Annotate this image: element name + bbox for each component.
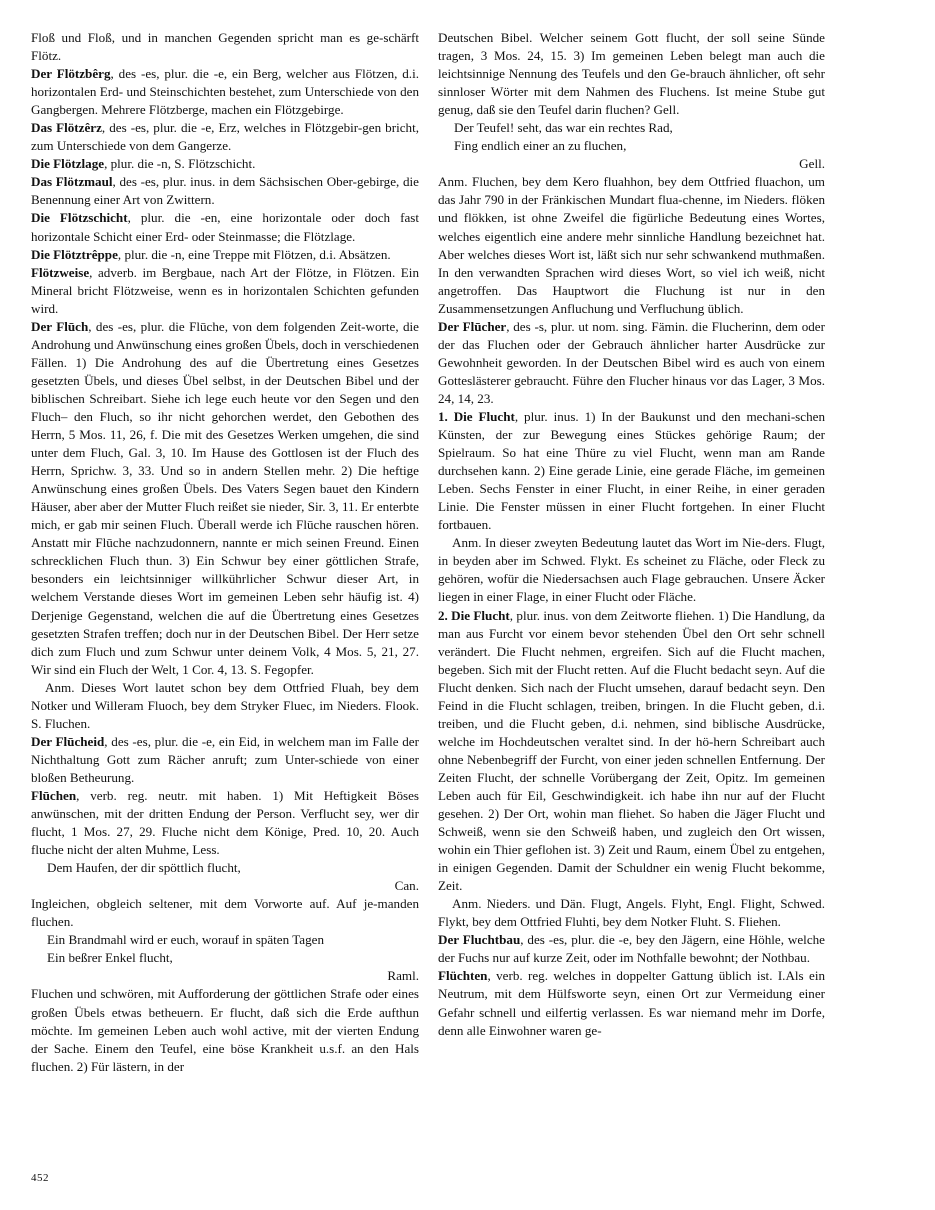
entry-text: , verb. reg. welches in doppelter Gattung üblich ist. I.Als ein Neutrum, mit dem Hülfsworte seyn, einen Ort zur Vermeidung einer Gefahr schnell und eilfertig verlassen. Es war niemand mehr im Dorfe, denn alle Einwohner waren ge- <box>438 968 825 1038</box>
dictionary-entry <box>31 733 419 787</box>
entry-text: , plur. inus. 1) In der Baukunst und den mechani-schen Künsten, der zur Bewegung eines Stückes gehörige Raum; der Spielraum. So hat eine Thüre zu viel Flucht, wenn man am Rande durchsehen kann. 2) Eine gerade Linie, eine gerade Fläche, im gemeinen Leben. Sechs Fenster in einer Flucht, in einer Reihe, in einer geraden Linie. Die Fenster müssen in einer Flucht fortgehen. In einer Flucht fortbauen. <box>438 408 825 533</box>
entry-text: , des -s, plur. ut nom. sing. Fämin. die Flucherinn, dem oder der das Fluchen oder der Gebrauch ähnlicher harter Ausdrücke zur Gewohnheit geworden. In der Deutschen Bibel wird es auch von einem Gotteslästerer gebraucht. Führe den Flucher hinaus vor das Lager, 3 Mos. 24, 14, 23. <box>438 318 825 406</box>
entry-headword: Die Flötzschicht <box>31 210 128 226</box>
quote-attribution: Raml. <box>387 968 419 984</box>
verse-line: Ein beßrer Enkel flucht, <box>47 950 173 966</box>
entry-headword: Der Flūcher <box>438 318 507 334</box>
paragraph: Floß und Floß, und in manchen Gegenden spricht man es ge-schärft Flötz. <box>31 30 419 64</box>
verse-line: Fing endlich einer an zu fluchen, <box>454 138 627 154</box>
dictionary-entry <box>438 931 825 967</box>
entry-text: , plur. inus. von dem Zeitworte fliehen. 1) Die Handlung, da man aus Furcht vor einem bevor stehenden Übel den Ort sehr schnell verändert. Die Flucht nehmen, ergreifen. Sich auf die Flucht machen, begeben. Sich mit der Flucht retten. Auf die Flucht bedacht seyn. Auf die Flucht denken. Sich nach der Flucht umsehen, darauf bedacht seyn. Den Feind in die Flucht schlagen, treiben, bringen. In die Flucht geben, d.i. treiben, und die Flucht geben, d.i. nehmen, sind biblische Ausdrücke, welche im Hochdeutschen veraltet sind. In der hö-hern Schreibart auch ohne Nebenbegriff der Furcht, von einer jeden schnellen Entfernung. Der Zeiten Flucht, der schnelle Vorübergang der Zeit, Opitz. Im gemeinen Leben auch für Eil, Geschwindigkeit. ich habe ihn nur auf der Flucht gesehen. 2) Der Ort, wohin man fliehet. So haben die Jäger Flucht und Schweiß, wenn sie den Schweiß haben, und zugleich den Ort wissen, wohin ein Thier geflohen ist. 3) Zeit und Raum, einem Übel zu entgehen, in einigen Gegenden. Damit der Schuldner ein wenig Flucht bekomme, Zeit. <box>438 607 825 894</box>
annotation-paragraph: Anm. In dieser zweyten Bedeutung lautet das Wort im Nie-ders. Flugt, in beyden aber im Schwed. Flykt. Es scheinet zu Fläche, oder Fleck zu gehören, wofür die Niedersachsen auch Flage gebrauchen. Unsere Äcker liegen in einer Flage, in einer Flucht oder Fläche. <box>438 535 825 605</box>
paragraph: Anm. Fluchen, bey dem Kero fluahhon, bey dem Ottfried fluachon, um das Jahr 790 in der Fränkischen Mundart flua-chenne, im Nieders. flöken und flökken, ist ohne Zweifel die figürliche Bedeutung eines Wortes, welches eigentlich eine andere mehr sinnliche Handlung bezeichnet hat. Aber welches dieses Wort ist, läßt sich nur sehr schwankend muthmaßen. In den verwandten Sprachen wird dieses Wort, so viel ich weiß, nicht angetroffen. Das Hauptwort die Fluchung ist nur in den Zusammensetzungen Anfluchung und Verfluchung üblich. <box>438 174 825 316</box>
entry-headword: Der Fluchtbau <box>438 932 521 948</box>
quote-attribution: Gell. <box>799 156 825 172</box>
dictionary-entry <box>438 607 825 896</box>
entry-headword: Die Flötztrêppe <box>31 246 118 262</box>
entry-headword: Der Flūch <box>31 318 89 334</box>
page-number: 452 <box>31 1172 49 1184</box>
entry-text: , plur. die -n, S. Flötzschicht. <box>104 156 256 172</box>
entry-headword: Das Flötzmaul <box>31 174 113 190</box>
left-column <box>31 29 419 1076</box>
entry-headword: Das Flötzêrz <box>31 120 102 136</box>
dictionary-entry <box>31 318 419 679</box>
entry-headword: Flötzweise <box>31 264 90 280</box>
entry-text: , adverb. im Bergbaue, nach Art der Flötze, in Flötzen. Ein Mineral bricht Flötzweise, wenn es in horizontalen Schichten gefunden wird. <box>31 264 419 316</box>
dictionary-entry <box>31 264 419 318</box>
entry-headword: Flüchten <box>438 968 488 984</box>
paragraph: Fluchen und schwören, mit Aufforderung der göttlichen Strafe oder eines großen Übels etwas betheuern. Er flucht, daß sich die Erde aufthun möchte. Im gemeinen Leben auch wohl active, mit der vierten Endung der Sache. Einem den Teufel, eine böse Krankheit u.s.f. an den Hals fluchen. 2) Für lästern, in der <box>31 986 419 1074</box>
entry-text: , des -es, plur. die -e, bey den Jägern, eine Höhle, welche der Fuchs nur auf kurze Zeit, oder im Nothfalle bewohnt; der Nothbau. <box>438 932 825 966</box>
dictionary-entry <box>438 408 825 534</box>
entry-text: , des -es, plur. die -e, ein Eid, in welchem man im Falle der Nichthaltung Gott zum Rächer anruft; zum Unter-schiede von einer bloßen Betheurung. <box>31 733 419 785</box>
entry-headword: Die Flötzlage <box>31 156 105 172</box>
entry-headword: Der Flūcheid <box>31 733 105 749</box>
entry-headword: 1. Die Flucht <box>438 408 515 424</box>
entry-text: , des -es, plur. die -e, Erz, welches in Flötzgebir-gen bricht, zum Unterschiede von dem Gangerze. <box>31 120 419 154</box>
verse-line: Der Teufel! seht, das war ein rechtes Rad, <box>454 120 673 136</box>
dictionary-entry <box>31 155 419 173</box>
dictionary-entry <box>438 318 825 408</box>
annotation-paragraph: Anm. Dieses Wort lautet schon bey dem Ottfried Fluah, bey dem Notker und Willeram Fluoch, bey dem Stryker Fluec, im Nieders. Flook. S. Fluchen. <box>31 679 419 731</box>
entry-headword: 2. Die Flucht <box>438 607 510 623</box>
verse-line: Ein Brandmahl wird er euch, worauf in späten Tagen <box>47 932 324 948</box>
dictionary-entry <box>438 967 825 1039</box>
entry-text: , plur. die -en, eine horizontale oder doch fast horizontale Schicht einer Erd- oder Steinmasse; die Flötzlage. <box>31 210 419 244</box>
paragraph: Ingleichen, obgleich seltener, mit dem Vorworte auf. Auf je-manden fluchen. <box>31 896 419 930</box>
dictionary-entry <box>31 209 419 245</box>
dictionary-entry <box>31 787 419 859</box>
dictionary-entry <box>31 173 419 209</box>
entry-text: , des -es, plur. die -e, ein Berg, welcher aus Flötzen, d.i. horizontalen Erd- und Steinschichten bestehet, zum Unterschiede von den Gangbergen. Mehrere Flötzberge, machen ein Flötzgebirge. <box>31 66 419 118</box>
right-column <box>438 29 825 1040</box>
entry-headword: Flūchen <box>31 787 77 803</box>
entry-text: , verb. reg. neutr. mit haben. 1) Mit Heftigkeit Böses anwünschen, mit der dritten Endung der Person. Verflucht sey, wer dir flucht, 1 Mos. 27, 29. Fluche nicht dem Könige, Pred. 10, 20. Auch fluche nicht der alten Muhme, Less. <box>31 787 419 858</box>
verse-line: Dem Haufen, der dir spöttlich flucht, <box>47 860 241 876</box>
entry-text: , plur. die -n, eine Treppe mit Flötzen, d.i. Absätzen. <box>117 246 391 262</box>
dictionary-entry <box>31 65 419 119</box>
quote-attribution: Can. <box>394 878 419 894</box>
entry-text: , des -es, plur. die Flūche, von dem folgenden Zeit-worte, die Androhung und Anwünschung eines großen Übels, doch in verschiedenen Fällen. 1) Die Androhung des auf die Übertretung eines Gesetzes gesetzten Übels, und dieses Übel selbst, in der Deutschen Bibel und der biblischen Schreibart. Siehe ich lege euch heute vor den Segen und den Fluch– den Fluch, so ihr nicht gehorchen werdet, den Gebothen des Herrn, 5 Mos. 11, 26, f. Die mit des Gesetzes Werken umgehen, die sind unter dem Fluch, Gal. 3, 10. Im Hause des Gottlosen ist der Fluch des Herrn, Sprichw. 3, 33. Und so in andern Stellen mehr. 2) Die heftige Anwünschung eines großen Übels. Des Vaters Segen bauet den Kindern Häuser, aber aber der Mutter Fluch reißet sie nieder, Sir. 3, 11. Er enterbte mich, er gab mir seinen Fluch. Überall werde ich Flūche rauschen hören. Anstatt mir Flūche nachzudonnern, nannte er mich seinen Freund. Einen schrecklichen Fluch thun. 3) Ein Schwur bey einer göttlichen Strafe, besonders ein leichtsinniger willkührlicher Schwur dieser Art, in welchem Verstande dieses Wort im gemeinen Leben sehr häufig ist. 4) Derjenige Gegenstand, welchen die auf die Übertretung eines Gesetzes gesetzten Strafen treffen; doch nur in der Deutschen Bibel. Der Herr setze dich zum Fluch und zum Schwur unter deinem Volk, 4 Mos. 5, 21, 27. Wir sind ein Fluch der Welt, 1 Cor. 4, 13. S. Fegopfer. <box>31 318 420 677</box>
annotation-paragraph: Anm. Nieders. und Dän. Flugt, Angels. Flyht, Engl. Flight, Schwed. Flykt, bey dem Ottfried Fluhti, bey dem Notker Fluht. S. Fliehen. <box>438 896 825 930</box>
dictionary-entry <box>31 246 419 264</box>
dictionary-entry <box>31 119 419 155</box>
entry-headword: Der Flötzbêrg <box>31 66 111 82</box>
paragraph: Deutschen Bibel. Welcher seinem Gott flucht, der soll seine Sünde tragen, 3 Mos. 24, 15. 3) Im gemeinen Leben belegt man auch die leichtsinnige Nennung des Teufels und den Ge-brauch ähnlicher, oft sehr sinnloser Wörter mit dem Nahmen des Fluchens. Ist meine Stube gut genug, daß sie den Teufel darin fluchen? Gell. <box>438 30 825 118</box>
entry-text: , des -es, plur. inus. in dem Sächsischen Ober-gebirge, die Benennung einer Art von Zwittern. <box>31 174 419 208</box>
